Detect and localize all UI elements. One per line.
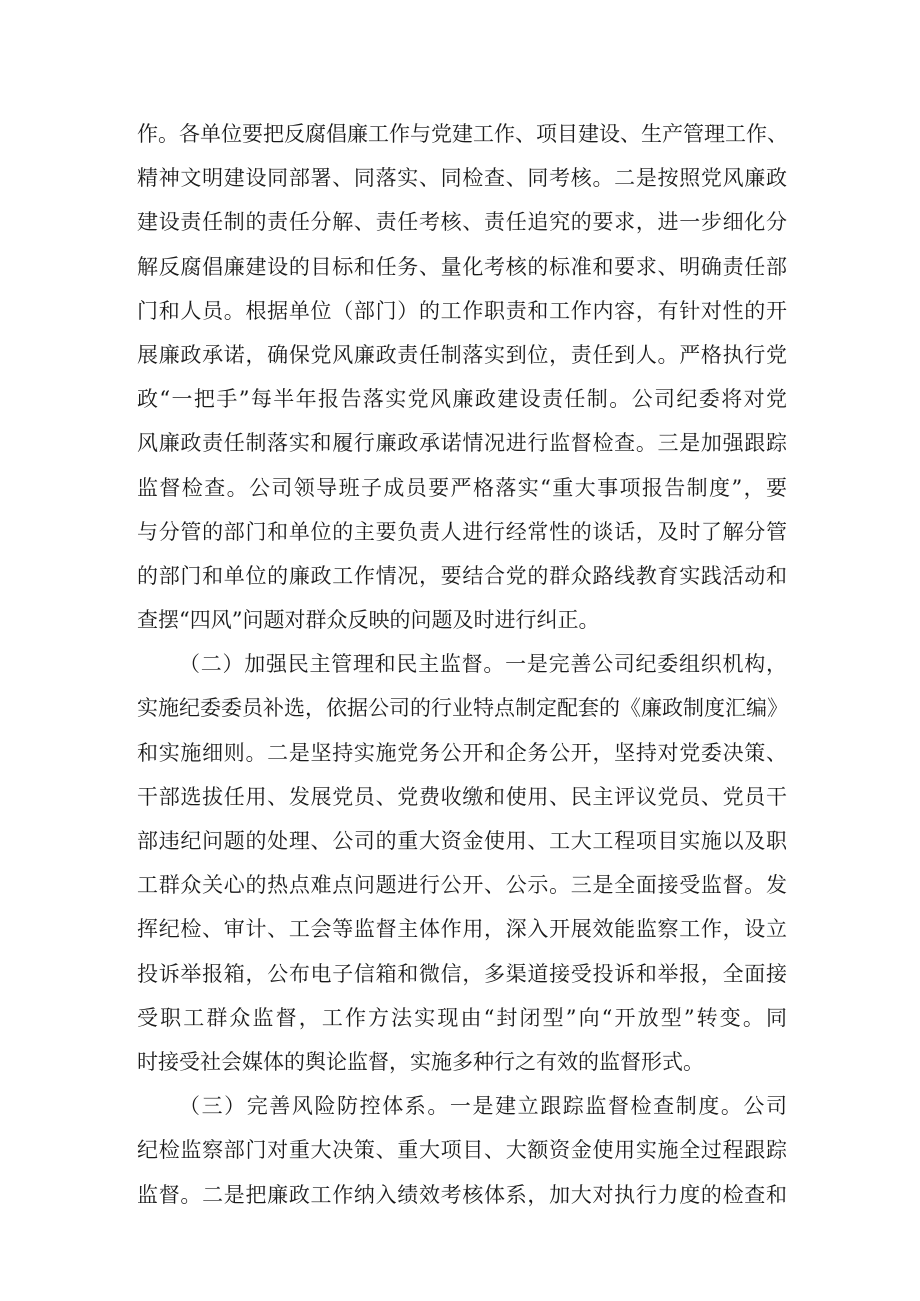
text-line: 时接受社会媒体的舆论监督，实施多种行之有效的监督形式。	[137, 1050, 704, 1074]
text-line: 门和人员。根据单位（部门）的工作职责和工作内容，有针对性的开	[137, 299, 787, 323]
text-line: 监督检查。公司领导班子成员要严格落实“重大事项报告制度”，要	[137, 476, 787, 500]
text-line: 政“一把手”每半年报告落实党风廉政建设责任制。公司纪委将对党	[137, 387, 787, 411]
text-line: 部违纪问题的处理、公司的重大资金使用、工大工程项目实施以及职	[137, 829, 787, 853]
text-line: 投诉举报箱，公布电子信箱和微信，多渠道接受投诉和举报，全面接	[137, 962, 787, 986]
text-line: 工群众关心的热点难点问题进行公开、公示。三是全面接受监督。发	[137, 873, 787, 897]
paragraph-heading-3: （三）完善风险防控体系。一是建立跟踪监督检查制度。公司	[179, 1094, 787, 1118]
text-line: 受职工群众监督，工作方法实现由“封闭型”向“开放型”转变。同	[137, 1006, 787, 1030]
text-line: 解反腐倡廉建设的目标和任务、量化考核的标准和要求、明确责任部	[137, 255, 787, 279]
text-line: 与分管的部门和单位的主要负责人进行经常性的谈话，及时了解分管	[137, 520, 787, 544]
text-line: 挥纪检、审计、工会等监督主体作用，深入开展效能监察工作，设立	[137, 917, 787, 941]
text-line: 建设责任制的责任分解、责任考核、责任追究的要求，进一步细化分	[137, 210, 787, 234]
text-line: 的部门和单位的廉政工作情况，要结合党的群众路线教育实践活动和	[137, 564, 787, 588]
text-line: 展廉政承诺，确保党风廉政责任制落实到位，责任到人。严格执行党	[137, 343, 787, 367]
text-line: 纪检监察部门对重大决策、重大项目、大额资金使用实施全过程跟踪	[137, 1138, 787, 1162]
paragraph-heading-2: （二）加强民主管理和民主监督。一是完善公司纪委组织机构，	[179, 652, 787, 676]
text-line: 和实施细则。二是坚持实施党务公开和企务公开，坚持对党委决策、	[137, 741, 787, 765]
text-line: 查摆“四风”问题对群众反映的问题及时进行纠正。	[137, 608, 600, 632]
text-line: 作。各单位要把反腐倡廉工作与党建工作、项目建设、生产管理工作、	[137, 122, 788, 146]
text-line: 监督。二是把廉政工作纳入绩效考核体系，加大对执行力度的检查和	[137, 1183, 787, 1207]
text-line: 精神文明建设同部署、同落实、同检查、同考核。二是按照党风廉政	[137, 166, 787, 190]
text-line: 干部选拔任用、发展党员、党费收缴和使用、民主评议党员、党员干	[137, 785, 787, 809]
text-line: 实施纪委委员补选，依据公司的行业特点制定配套的《廉政制度汇编》	[137, 696, 788, 720]
text-line: 风廉政责任制落实和履行廉政承诺情况进行监督检查。三是加强跟踪	[137, 431, 787, 455]
